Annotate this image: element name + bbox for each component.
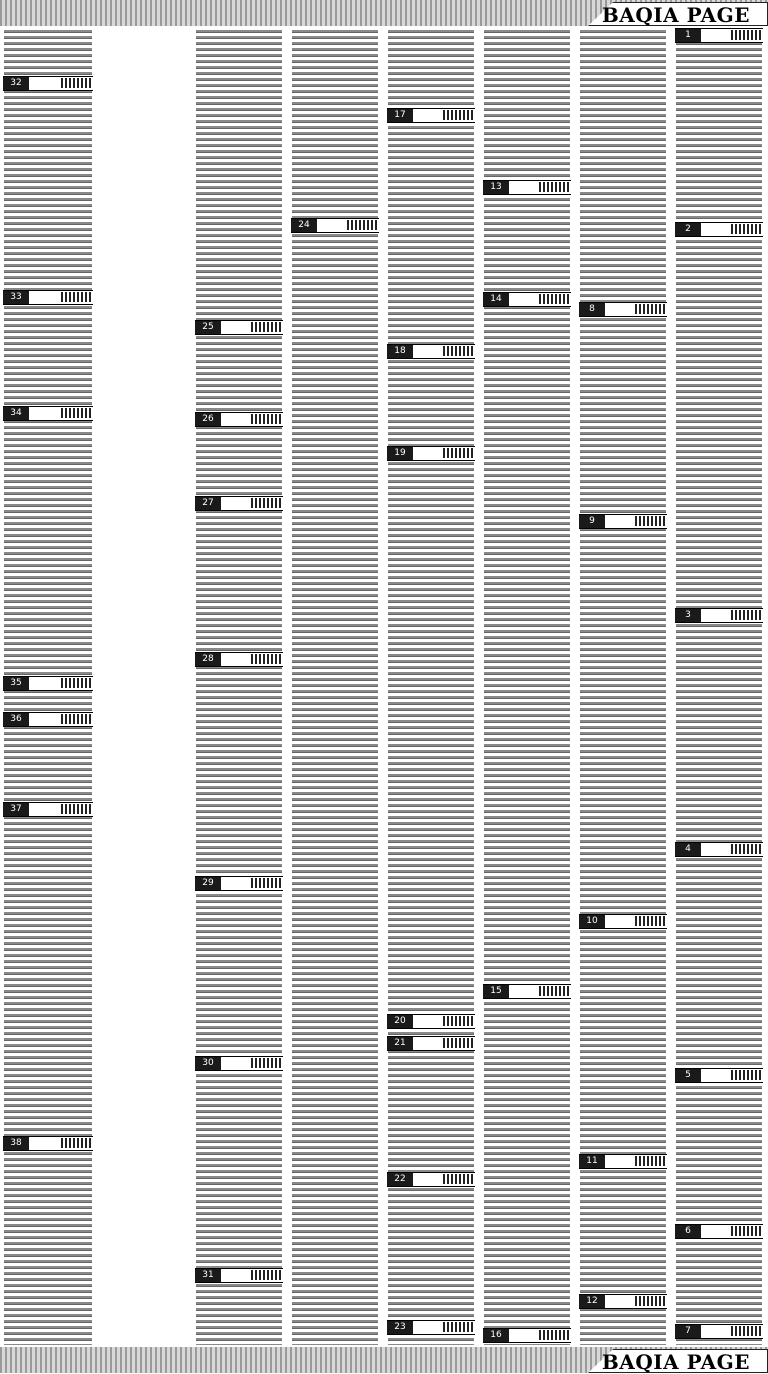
story-header bbox=[387, 1014, 475, 1029]
story-number: 38 bbox=[3, 1137, 29, 1150]
story-number: 34 bbox=[3, 407, 29, 420]
story-number: 7 bbox=[675, 1325, 701, 1338]
story-number: 9 bbox=[579, 515, 605, 528]
story-number: 37 bbox=[3, 803, 29, 816]
story-number: 20 bbox=[387, 1015, 413, 1028]
story-number: 13 bbox=[483, 181, 509, 194]
story-number: 33 bbox=[3, 291, 29, 304]
story-label bbox=[61, 714, 91, 724]
story-number: 28 bbox=[195, 653, 221, 666]
story-number: 11 bbox=[579, 1155, 605, 1168]
story-label bbox=[251, 1270, 281, 1280]
story-number: 8 bbox=[579, 303, 605, 316]
story-label bbox=[251, 414, 281, 424]
story-label bbox=[635, 1296, 665, 1306]
story-label bbox=[731, 1070, 761, 1080]
story-header bbox=[387, 1320, 475, 1335]
column-text bbox=[196, 28, 282, 1345]
story-label bbox=[731, 1326, 761, 1336]
story-label bbox=[61, 78, 91, 88]
column-7 bbox=[2, 28, 94, 1345]
story-header bbox=[387, 344, 475, 359]
story-label bbox=[61, 1138, 91, 1148]
column-3 bbox=[482, 28, 572, 1345]
story-number: 3 bbox=[675, 609, 701, 622]
story-label bbox=[61, 804, 91, 814]
newspaper-columns bbox=[0, 26, 768, 1347]
story-header bbox=[195, 1056, 283, 1071]
story-label bbox=[731, 1226, 761, 1236]
story-number: 2 bbox=[675, 223, 701, 236]
story-header bbox=[675, 1068, 763, 1083]
story-label bbox=[61, 678, 91, 688]
story-header bbox=[675, 28, 763, 43]
story-number: 31 bbox=[195, 1269, 221, 1282]
story-number: 6 bbox=[675, 1225, 701, 1238]
story-label bbox=[635, 304, 665, 314]
story-label bbox=[731, 610, 761, 620]
story-header bbox=[579, 302, 667, 317]
story-header bbox=[195, 652, 283, 667]
story-number: 35 bbox=[3, 677, 29, 690]
story-header bbox=[387, 1036, 475, 1051]
story-label bbox=[251, 878, 281, 888]
story-label bbox=[443, 448, 473, 458]
story-header bbox=[675, 1324, 763, 1339]
story-label bbox=[443, 1038, 473, 1048]
story-header bbox=[3, 802, 93, 817]
story-header bbox=[483, 1328, 571, 1343]
page-header-banner bbox=[0, 0, 768, 26]
story-label bbox=[61, 408, 91, 418]
story-number: 30 bbox=[195, 1057, 221, 1070]
story-label bbox=[251, 498, 281, 508]
story-number: 21 bbox=[387, 1037, 413, 1050]
story-number: 19 bbox=[387, 447, 413, 460]
story-label bbox=[539, 182, 569, 192]
story-header bbox=[387, 108, 475, 123]
story-header bbox=[483, 180, 571, 195]
story-number: 32 bbox=[3, 77, 29, 90]
story-label bbox=[539, 986, 569, 996]
story-header bbox=[387, 446, 475, 461]
story-label bbox=[347, 220, 377, 230]
story-number: 17 bbox=[387, 109, 413, 122]
story-header bbox=[195, 876, 283, 891]
story-header bbox=[195, 1268, 283, 1283]
story-header bbox=[675, 842, 763, 857]
story-header bbox=[675, 608, 763, 623]
story-label bbox=[443, 1016, 473, 1026]
page-title: BAQIA PAGE bbox=[601, 3, 750, 27]
story-number: 26 bbox=[195, 413, 221, 426]
column-2 bbox=[578, 28, 668, 1345]
story-number: 29 bbox=[195, 877, 221, 890]
story-header bbox=[483, 984, 571, 999]
story-number: 22 bbox=[387, 1173, 413, 1186]
story-number: 1 bbox=[675, 29, 701, 42]
story-header bbox=[579, 1154, 667, 1169]
story-header bbox=[483, 292, 571, 307]
story-label bbox=[443, 1174, 473, 1184]
story-header bbox=[195, 320, 283, 335]
story-number: 36 bbox=[3, 713, 29, 726]
story-label bbox=[443, 346, 473, 356]
column-6 bbox=[194, 28, 284, 1345]
story-number: 14 bbox=[483, 293, 509, 306]
story-number: 10 bbox=[579, 915, 605, 928]
story-label bbox=[443, 110, 473, 120]
story-label bbox=[731, 844, 761, 854]
column-text bbox=[580, 28, 666, 1345]
story-label bbox=[731, 30, 761, 40]
story-number: 16 bbox=[483, 1329, 509, 1342]
story-number: 27 bbox=[195, 497, 221, 510]
story-number: 5 bbox=[675, 1069, 701, 1082]
page-footer-banner bbox=[0, 1347, 768, 1373]
story-label bbox=[539, 294, 569, 304]
column-4 bbox=[386, 28, 476, 1345]
story-header bbox=[3, 290, 93, 305]
column-text bbox=[388, 28, 474, 1345]
story-header bbox=[291, 218, 379, 233]
story-header bbox=[195, 496, 283, 511]
story-number: 15 bbox=[483, 985, 509, 998]
story-label bbox=[251, 1058, 281, 1068]
story-number: 24 bbox=[291, 219, 317, 232]
column-1 bbox=[674, 28, 764, 1345]
story-label bbox=[539, 1330, 569, 1340]
story-label bbox=[61, 292, 91, 302]
story-header bbox=[3, 712, 93, 727]
story-header bbox=[675, 222, 763, 237]
story-header bbox=[3, 1136, 93, 1151]
story-header bbox=[3, 406, 93, 421]
story-label bbox=[443, 1322, 473, 1332]
story-number: 23 bbox=[387, 1321, 413, 1334]
column-text bbox=[484, 28, 570, 1345]
story-header bbox=[387, 1172, 475, 1187]
story-number: 4 bbox=[675, 843, 701, 856]
footer-title: BAQIA PAGE bbox=[601, 1350, 750, 1374]
story-header bbox=[579, 914, 667, 929]
story-label bbox=[731, 224, 761, 234]
story-label bbox=[635, 1156, 665, 1166]
story-header bbox=[579, 514, 667, 529]
story-header bbox=[195, 412, 283, 427]
story-header bbox=[3, 676, 93, 691]
story-label bbox=[635, 916, 665, 926]
story-header bbox=[675, 1224, 763, 1239]
story-label bbox=[251, 654, 281, 664]
story-number: 25 bbox=[195, 321, 221, 334]
story-label bbox=[635, 516, 665, 526]
story-header bbox=[579, 1294, 667, 1309]
story-number: 18 bbox=[387, 345, 413, 358]
story-label bbox=[251, 322, 281, 332]
column-5 bbox=[290, 28, 380, 1345]
story-header bbox=[3, 76, 93, 91]
story-number: 12 bbox=[579, 1295, 605, 1308]
